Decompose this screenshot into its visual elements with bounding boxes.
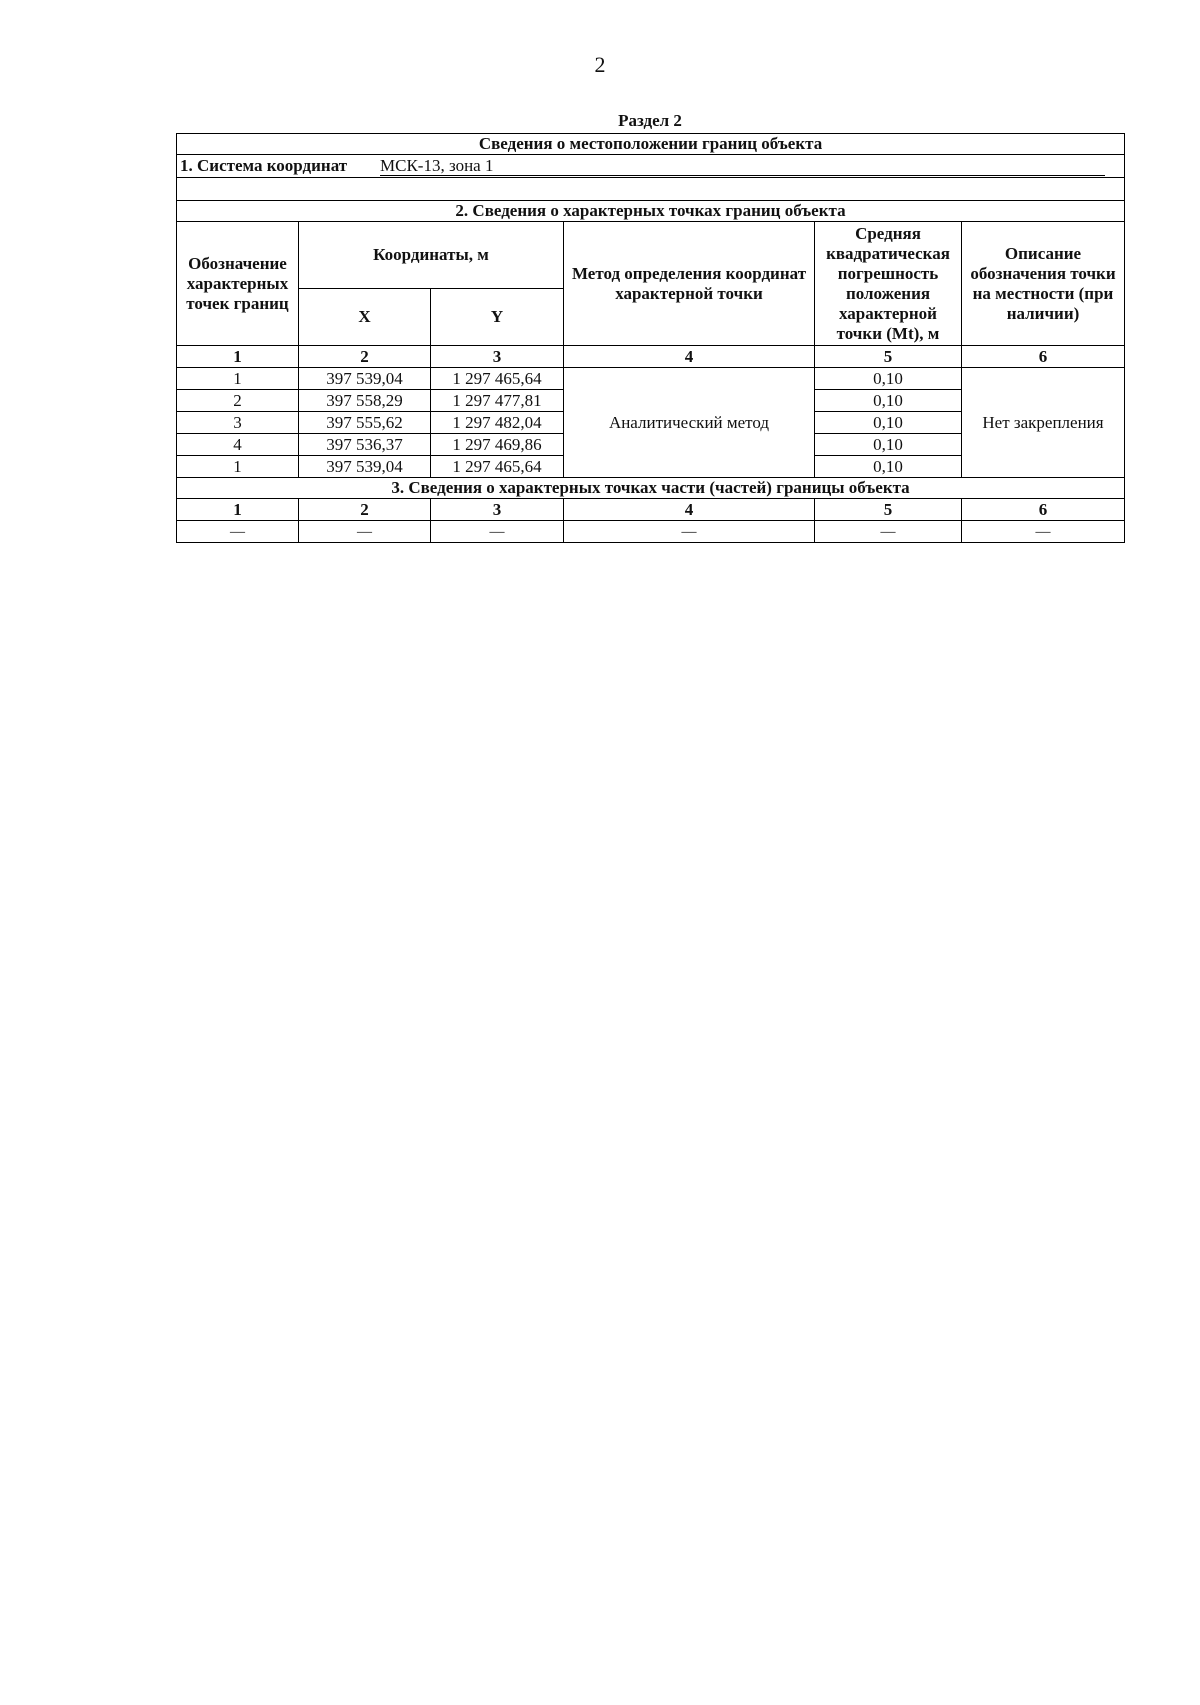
section-title: Раздел 2: [618, 111, 682, 130]
page-number: 2: [594, 52, 606, 77]
point-x: 397 539,04: [299, 368, 431, 390]
header-y: Y: [431, 289, 564, 346]
point-mt: 0,10: [815, 434, 962, 456]
column-number: 4: [564, 499, 815, 521]
table-row: [177, 368, 1125, 390]
point-y: 1 297 469,86: [431, 434, 564, 456]
point-y: 1 297 477,81: [431, 390, 564, 412]
header-designation: Обозначение характерных точек границ: [177, 222, 299, 346]
coordinate-system-label: 1. Система координат: [180, 156, 348, 175]
point-x: 397 558,29: [299, 390, 431, 412]
empty-cell: —: [962, 521, 1125, 543]
column-number: 1: [177, 499, 299, 521]
column-number: 3: [431, 346, 564, 368]
parts-section-title: 3. Сведения о характерных точках части (частей) границы объекта: [177, 478, 1125, 499]
column-number: 2: [299, 346, 431, 368]
coordinate-system-value: МСК-13, зона 1: [380, 156, 1105, 176]
point-number: 1: [177, 456, 299, 478]
column-number: 6: [962, 499, 1125, 521]
point-number: 4: [177, 434, 299, 456]
empty-cell: —: [815, 521, 962, 543]
point-mt: 0,10: [815, 456, 962, 478]
column-number: 3: [431, 499, 564, 521]
column-number: 4: [564, 346, 815, 368]
point-number: 3: [177, 412, 299, 434]
header-description: Описание обозначения точки на местности (при наличии): [962, 222, 1125, 346]
point-x: 397 555,62: [299, 412, 431, 434]
parts-empty-row: [177, 521, 1125, 543]
empty-cell: —: [177, 521, 299, 543]
method-value: Аналитический метод: [564, 368, 815, 478]
empty-cell: —: [299, 521, 431, 543]
coordinate-system-row: [177, 155, 1125, 178]
boundary-table: [176, 133, 1125, 543]
description-value: Нет закрепления: [962, 368, 1125, 478]
point-y: 1 297 465,64: [431, 456, 564, 478]
header-error: Средняя квадратическая погрешность положения характерной точки (Mt), м: [815, 222, 962, 346]
header-x: X: [299, 289, 431, 346]
column-number: 5: [815, 499, 962, 521]
column-number: 1: [177, 346, 299, 368]
point-mt: 0,10: [815, 390, 962, 412]
blank-row: [177, 178, 1125, 201]
point-x: 397 539,04: [299, 456, 431, 478]
empty-cell: —: [431, 521, 564, 543]
column-number: 6: [962, 346, 1125, 368]
point-mt: 0,10: [815, 412, 962, 434]
header-method: Метод определения координат характерной точки: [564, 222, 815, 346]
point-y: 1 297 465,64: [431, 368, 564, 390]
parts-column-numbers-row: [177, 499, 1125, 521]
empty-cell: —: [564, 521, 815, 543]
header-coordinates: Координаты, м: [299, 222, 564, 289]
column-numbers-row: [177, 346, 1125, 368]
points-section-title: 2. Сведения о характерных точках границ объекта: [177, 201, 1125, 222]
column-number: 2: [299, 499, 431, 521]
table-title: Сведения о местоположении границ объекта: [177, 134, 1125, 155]
point-y: 1 297 482,04: [431, 412, 564, 434]
point-number: 2: [177, 390, 299, 412]
column-number: 5: [815, 346, 962, 368]
point-number: 1: [177, 368, 299, 390]
point-mt: 0,10: [815, 368, 962, 390]
point-x: 397 536,37: [299, 434, 431, 456]
